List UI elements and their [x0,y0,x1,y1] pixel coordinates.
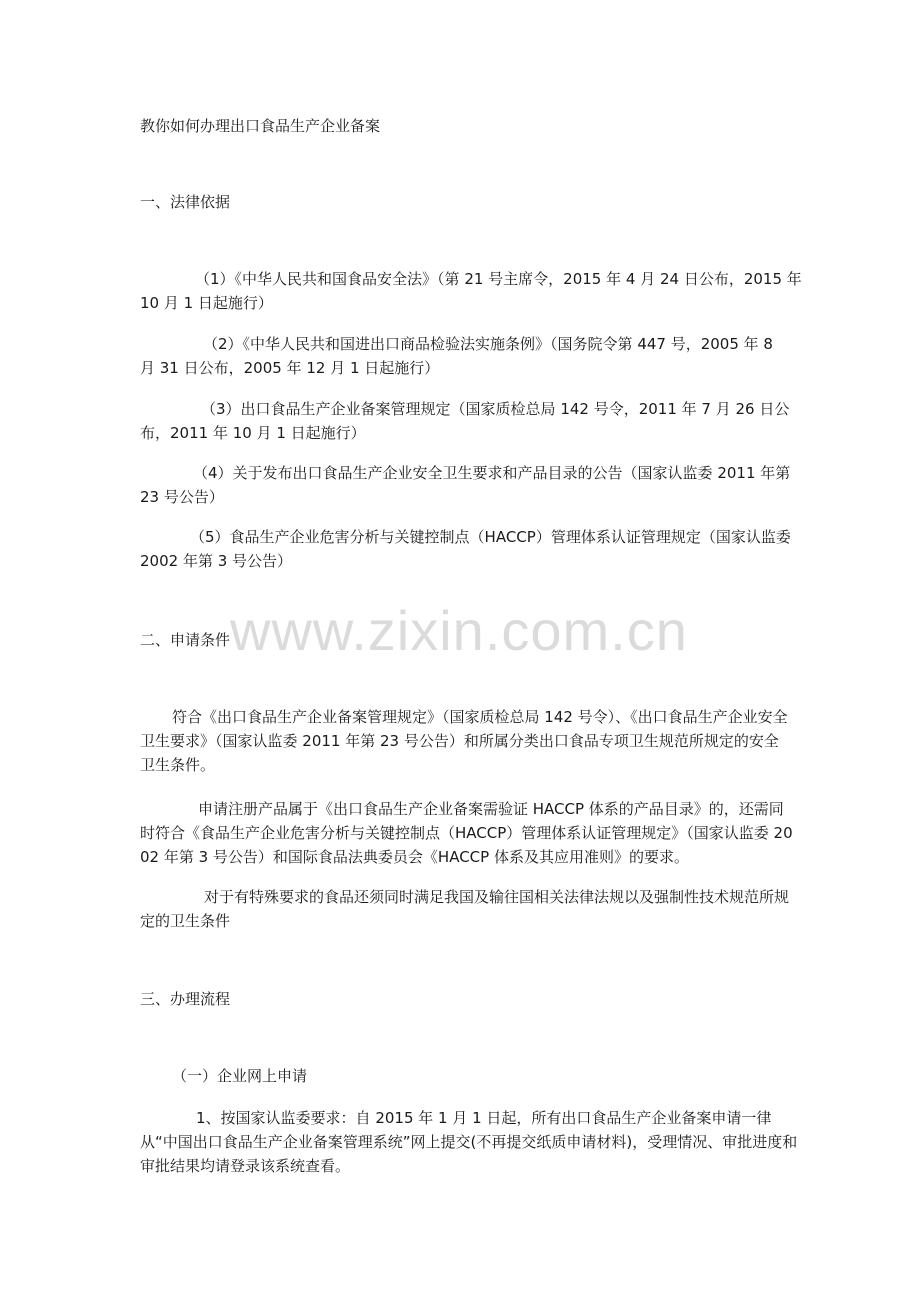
watermark-text: www.zixin.com.cn [230,599,688,662]
document-title: 教你如何办理出口食品生产企业备案 [140,117,381,135]
conditions-paragraph-3: 对于有特殊要求的食品还须同时满足我国及输往国相关法律法规以及强制性技术规范所规定的卫生条件 [140,888,790,930]
subheading-online-application: （一）企业网上申请 [172,1067,308,1085]
section-heading-legal-basis: 一、法律依据 [140,193,231,211]
legal-item-2: （2）《中华人民共和国进出口商品检验法实施条例》（国务院令第 447 号，2005 年 8 月 31 日公布，2005 年 12 月 1 日起施行） [140,335,773,377]
legal-item-1: （1）《中华人民共和国食品安全法》（第 21 号主席令，2015 年 4 月 24 日公布，2015 年 10 月 1 日起施行） [140,270,802,312]
conditions-paragraph-2: 申请注册产品属于《出口食品生产企业备案需验证 HACCP 体系的产品目录》的，还需同时符合《食品生产企业危害分析与关键控制点（HACCP）管理体系认证管理规定》（国家认监委 2002 年第 3 号公告）和国际食品法典委员会《HACCP 体系及其应用准则》的要求。 [140,800,793,866]
legal-item-5: （5）食品生产企业危害分析与关键控制点（HACCP）管理体系认证管理规定（国家认监委 2002 年第 3 号公告） [140,528,791,570]
legal-item-4: （4）关于发布出口食品生产企业安全卫生要求和产品目录的公告（国家认监委 2011 年第 23 号公告） [140,464,791,506]
process-paragraph-1: 1、按国家认监委要求：自 2015 年 1 月 1 日起，所有出口食品生产企业备案申请一律从“中国出口食品生产企业备案管理系统”网上提交(不再提交纸质申请材料)，受理情况、审批进度和审批结果均请登录该系统查看。 [140,1109,798,1175]
legal-item-3: （3）出口食品生产企业备案管理规定（国家质检总局 142 号令，2011 年 7 月 26 日公布，2011 年 10 月 1 日起施行） [140,400,790,442]
section-heading-process: 三、办理流程 [140,990,231,1008]
section-heading-conditions: 二、申请条件 [140,631,231,649]
conditions-paragraph-1: 符合《出口食品生产企业备案管理规定》（国家质检总局 142 号令）、《出口食品生产企业安全卫生要求》（国家认监委 2011 年第 23 号公告）和所属分类出口食品专项卫生规范所规定的安全卫生条件。 [140,708,788,774]
